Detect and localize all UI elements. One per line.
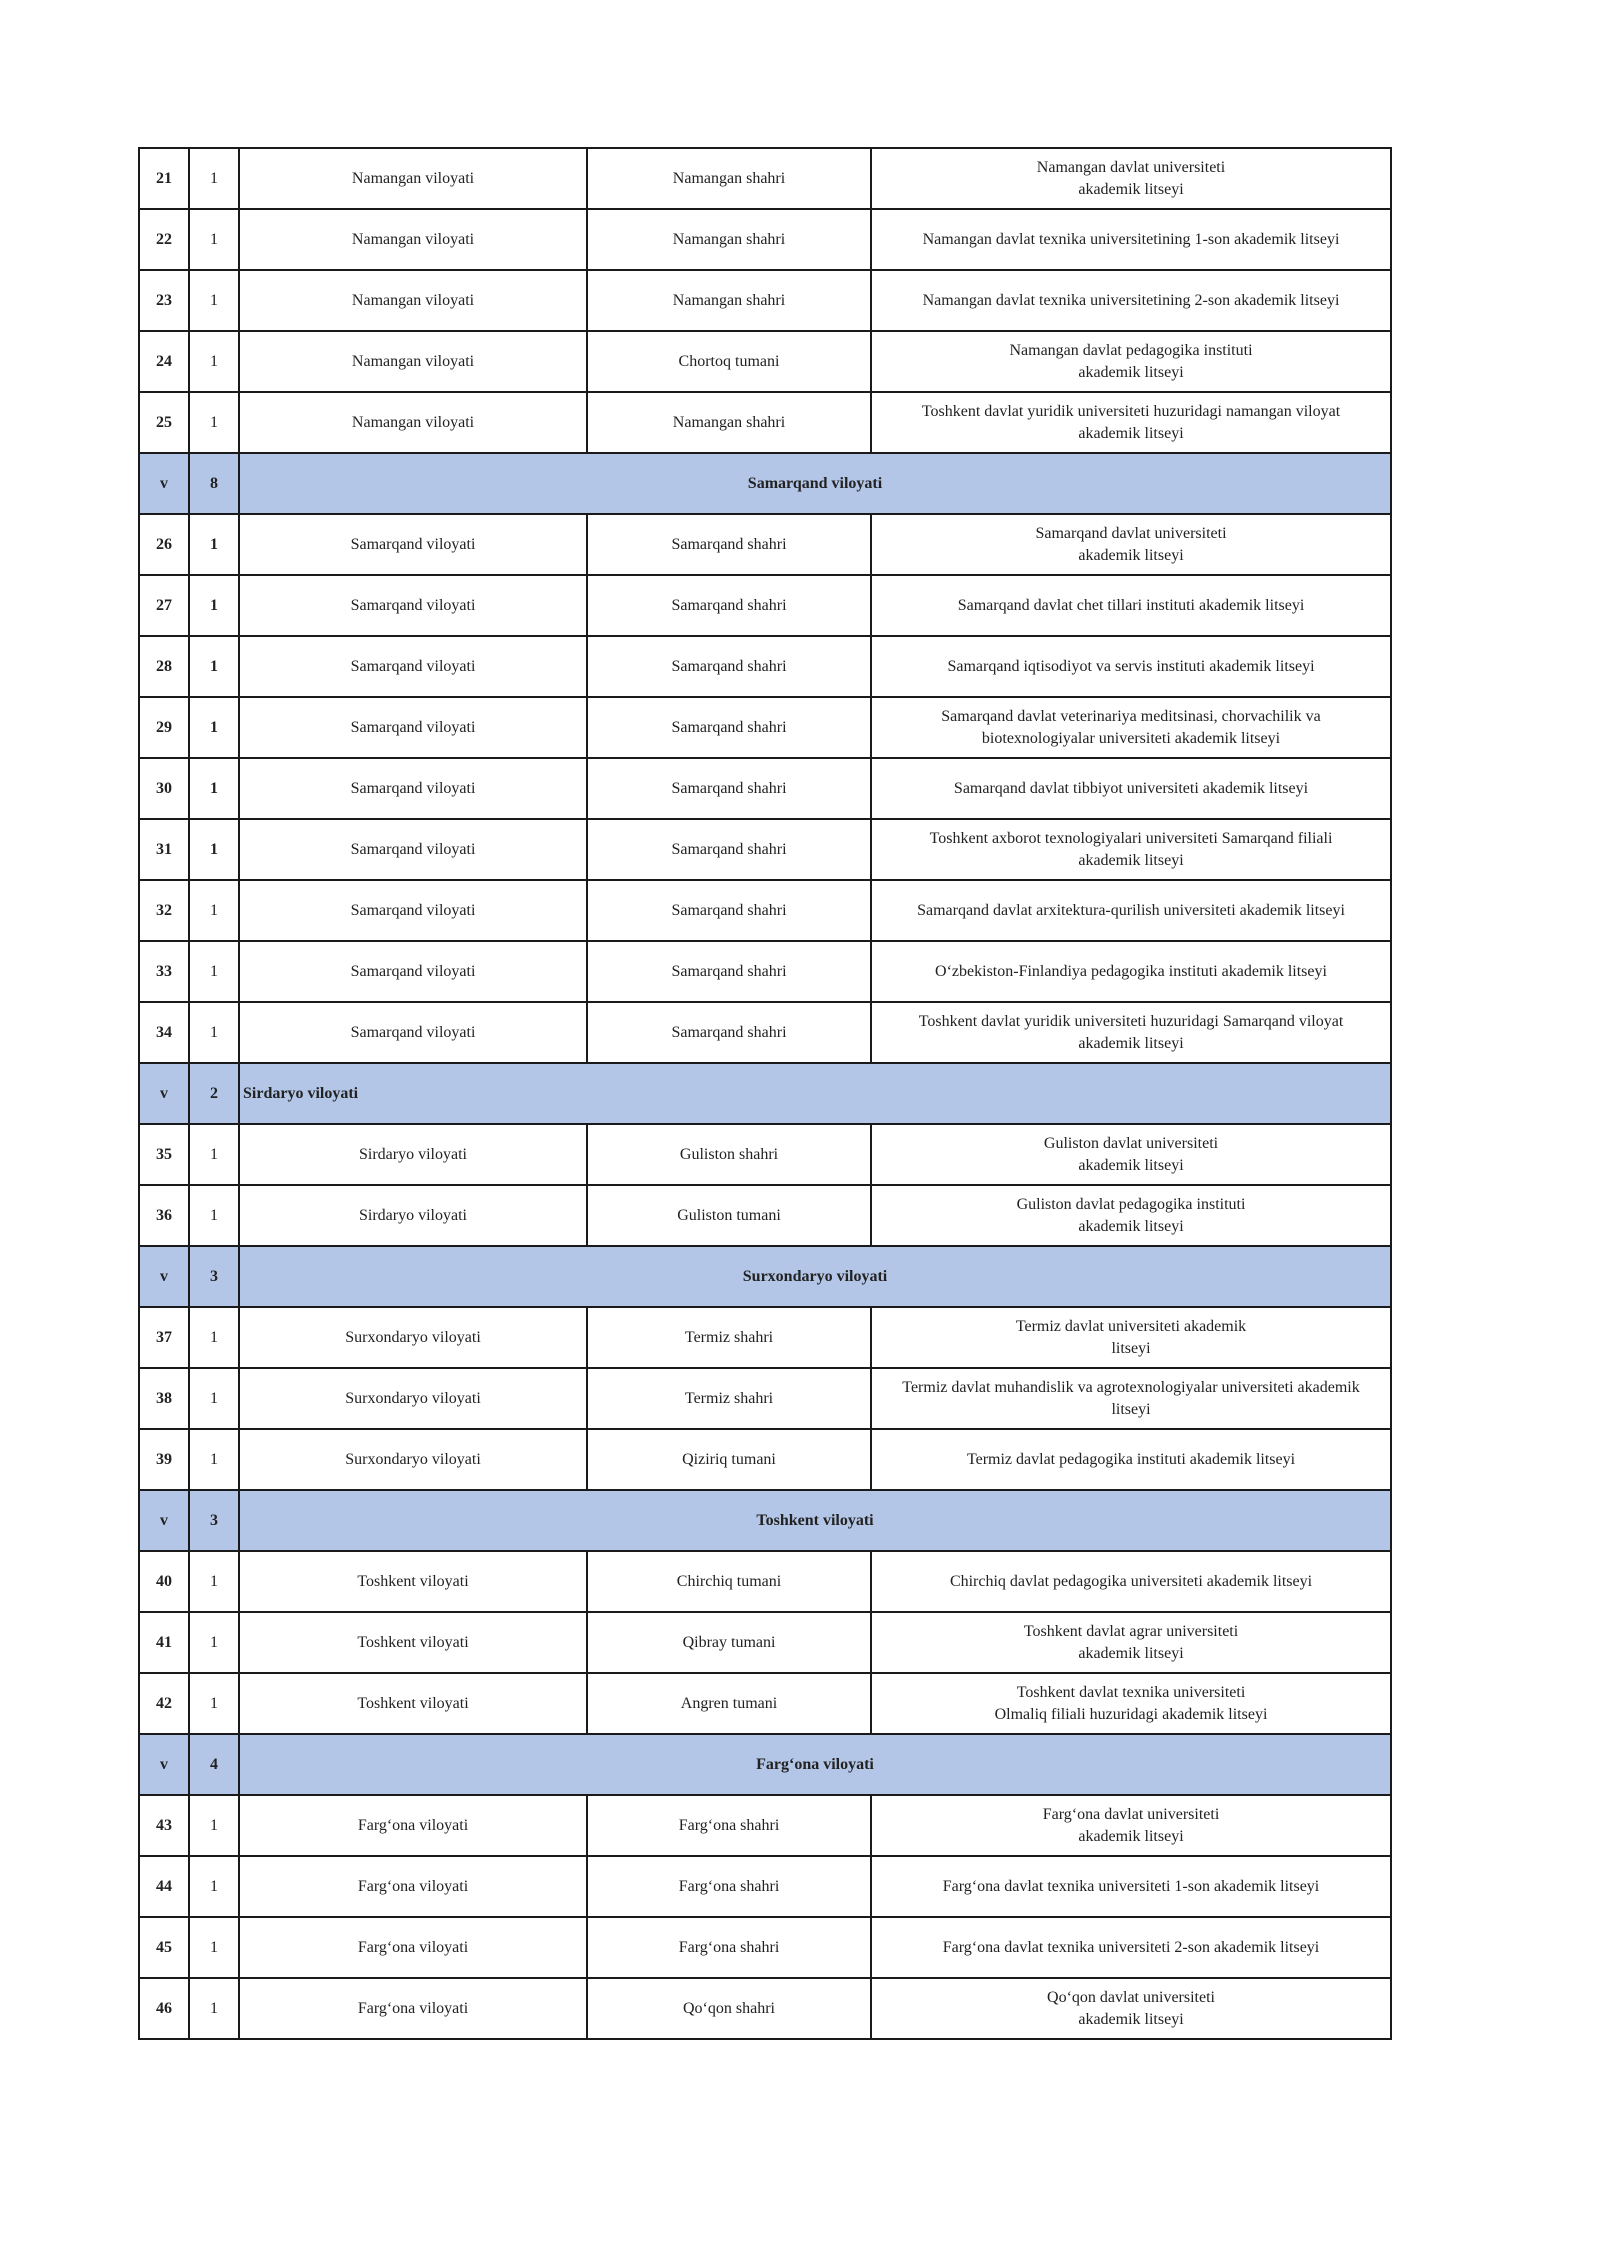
- row-number: 21: [139, 148, 189, 209]
- table-row: [139, 1978, 1391, 2039]
- row-district: Farg‘ona shahri: [587, 1856, 871, 1917]
- row-district: Samarqand shahri: [587, 1002, 871, 1063]
- row-count: 1: [189, 575, 239, 636]
- row-region: Samarqand viloyati: [239, 575, 587, 636]
- row-count: 1: [189, 758, 239, 819]
- row-district: Samarqand shahri: [587, 758, 871, 819]
- table-row: [139, 209, 1391, 270]
- region-title: Surxondaryo viloyati: [239, 1246, 1391, 1307]
- row-count: 1: [189, 148, 239, 209]
- row-region: Namangan viloyati: [239, 209, 587, 270]
- row-school-name: Termiz davlat universiteti akademik litseyi: [871, 1307, 1391, 1368]
- row-number: 23: [139, 270, 189, 331]
- row-region: Samarqand viloyati: [239, 880, 587, 941]
- row-number: 34: [139, 1002, 189, 1063]
- row-count: 1: [189, 636, 239, 697]
- region-title: Sirdaryo viloyati: [239, 1063, 1391, 1124]
- row-count: 1: [189, 1551, 239, 1612]
- region-title: Toshkent viloyati: [239, 1490, 1391, 1551]
- row-school-name: Farg‘ona davlat texnika universiteti 1-son akademik litseyi: [871, 1856, 1391, 1917]
- row-region: Farg‘ona viloyati: [239, 1917, 587, 1978]
- region-title: Samarqand viloyati: [239, 453, 1391, 514]
- row-region: Farg‘ona viloyati: [239, 1795, 587, 1856]
- table-row: [139, 1551, 1391, 1612]
- row-count: 1: [189, 209, 239, 270]
- row-count: 1: [189, 1673, 239, 1734]
- table-row: [139, 392, 1391, 453]
- row-district: Termiz shahri: [587, 1368, 871, 1429]
- table-row: [139, 1856, 1391, 1917]
- table-row: [139, 1124, 1391, 1185]
- row-district: Guliston shahri: [587, 1124, 871, 1185]
- table-row: [139, 880, 1391, 941]
- row-district: Qibray tumani: [587, 1612, 871, 1673]
- region-header-row: [139, 453, 1391, 514]
- row-number: 36: [139, 1185, 189, 1246]
- row-district: Samarqand shahri: [587, 941, 871, 1002]
- row-school-name: Termiz davlat muhandislik va agrotexnologiyalar universiteti akademik litseyi: [871, 1368, 1391, 1429]
- row-number: 27: [139, 575, 189, 636]
- row-school-name: Samarqand davlat tibbiyot universiteti akademik litseyi: [871, 758, 1391, 819]
- region-header-row: [139, 1490, 1391, 1551]
- row-school-name: Toshkent davlat yuridik universiteti huzuridagi Samarqand viloyat akademik litseyi: [871, 1002, 1391, 1063]
- row-number: 46: [139, 1978, 189, 2039]
- row-district: Namangan shahri: [587, 148, 871, 209]
- row-number: 24: [139, 331, 189, 392]
- row-district: Farg‘ona shahri: [587, 1795, 871, 1856]
- row-region: Surxondaryo viloyati: [239, 1307, 587, 1368]
- row-region: Namangan viloyati: [239, 331, 587, 392]
- row-district: Termiz shahri: [587, 1307, 871, 1368]
- region-marker: v: [139, 1490, 189, 1551]
- row-region: Namangan viloyati: [239, 270, 587, 331]
- row-region: Namangan viloyati: [239, 148, 587, 209]
- row-number: 31: [139, 819, 189, 880]
- table-row: [139, 148, 1391, 209]
- table-row: [139, 758, 1391, 819]
- row-number: 41: [139, 1612, 189, 1673]
- region-count: 8: [189, 453, 239, 514]
- region-count: 2: [189, 1063, 239, 1124]
- row-count: 1: [189, 1002, 239, 1063]
- row-school-name: Toshkent axborot texnologiyalari universiteti Samarqand filiali akademik litseyi: [871, 819, 1391, 880]
- table-row: [139, 514, 1391, 575]
- row-district: Samarqand shahri: [587, 514, 871, 575]
- row-school-name: Samarqand davlat arxitektura-qurilish universiteti akademik litseyi: [871, 880, 1391, 941]
- row-region: Samarqand viloyati: [239, 941, 587, 1002]
- row-count: 1: [189, 514, 239, 575]
- row-count: 1: [189, 1917, 239, 1978]
- row-count: 1: [189, 1978, 239, 2039]
- region-count: 3: [189, 1246, 239, 1307]
- table-row: [139, 270, 1391, 331]
- row-district: Angren tumani: [587, 1673, 871, 1734]
- row-region: Samarqand viloyati: [239, 819, 587, 880]
- row-school-name: Samarqand davlat veterinariya meditsinasi, chorvachilik va biotexnologiyalar universiteti akademik litseyi: [871, 697, 1391, 758]
- region-marker: v: [139, 453, 189, 514]
- table-row: [139, 1673, 1391, 1734]
- region-header-row: [139, 1246, 1391, 1307]
- region-marker: v: [139, 1063, 189, 1124]
- row-district: Chirchiq tumani: [587, 1551, 871, 1612]
- row-region: Sirdaryo viloyati: [239, 1185, 587, 1246]
- row-school-name: Guliston davlat universiteti akademik litseyi: [871, 1124, 1391, 1185]
- row-school-name: Samarqand davlat universiteti akademik litseyi: [871, 514, 1391, 575]
- row-count: 1: [189, 1307, 239, 1368]
- row-number: 38: [139, 1368, 189, 1429]
- row-count: 1: [189, 392, 239, 453]
- region-count: 3: [189, 1490, 239, 1551]
- region-title: Farg‘ona viloyati: [239, 1734, 1391, 1795]
- row-region: Toshkent viloyati: [239, 1551, 587, 1612]
- row-district: Guliston tumani: [587, 1185, 871, 1246]
- row-number: 28: [139, 636, 189, 697]
- row-number: 29: [139, 697, 189, 758]
- row-district: Qo‘qon shahri: [587, 1978, 871, 2039]
- row-count: 1: [189, 1124, 239, 1185]
- row-count: 1: [189, 1185, 239, 1246]
- row-count: 1: [189, 880, 239, 941]
- row-school-name: Samarqand iqtisodiyot va servis instituti akademik litseyi: [871, 636, 1391, 697]
- row-number: 35: [139, 1124, 189, 1185]
- row-number: 43: [139, 1795, 189, 1856]
- row-number: 39: [139, 1429, 189, 1490]
- table-row: [139, 1307, 1391, 1368]
- row-school-name: Namangan davlat universiteti akademik litseyi: [871, 148, 1391, 209]
- row-number: 32: [139, 880, 189, 941]
- table-row: [139, 819, 1391, 880]
- row-count: 1: [189, 331, 239, 392]
- row-school-name: Namangan davlat pedagogika instituti akademik litseyi: [871, 331, 1391, 392]
- row-region: Samarqand viloyati: [239, 636, 587, 697]
- row-region: Farg‘ona viloyati: [239, 1856, 587, 1917]
- row-count: 1: [189, 941, 239, 1002]
- row-school-name: Toshkent davlat agrar universiteti akademik litseyi: [871, 1612, 1391, 1673]
- table-row: [139, 1612, 1391, 1673]
- row-count: 1: [189, 1612, 239, 1673]
- row-district: Samarqand shahri: [587, 880, 871, 941]
- row-region: Samarqand viloyati: [239, 697, 587, 758]
- row-school-name: Termiz davlat pedagogika instituti akademik litseyi: [871, 1429, 1391, 1490]
- row-number: 44: [139, 1856, 189, 1917]
- row-school-name: Qo‘qon davlat universiteti akademik litseyi: [871, 1978, 1391, 2039]
- row-region: Toshkent viloyati: [239, 1673, 587, 1734]
- table-row: [139, 1002, 1391, 1063]
- table-row: [139, 941, 1391, 1002]
- lyceum-table: [138, 147, 1392, 2040]
- row-number: 25: [139, 392, 189, 453]
- table-row: [139, 575, 1391, 636]
- row-district: Farg‘ona shahri: [587, 1917, 871, 1978]
- row-district: Samarqand shahri: [587, 697, 871, 758]
- table-row: [139, 697, 1391, 758]
- row-region: Farg‘ona viloyati: [239, 1978, 587, 2039]
- row-district: Chortoq tumani: [587, 331, 871, 392]
- row-region: Toshkent viloyati: [239, 1612, 587, 1673]
- table-row: [139, 1795, 1391, 1856]
- row-school-name: Farg‘ona davlat texnika universiteti 2-son akademik litseyi: [871, 1917, 1391, 1978]
- row-number: 42: [139, 1673, 189, 1734]
- row-number: 33: [139, 941, 189, 1002]
- table-row: [139, 331, 1391, 392]
- table-row: [139, 636, 1391, 697]
- row-count: 1: [189, 697, 239, 758]
- row-region: Samarqand viloyati: [239, 758, 587, 819]
- table-row: [139, 1917, 1391, 1978]
- row-count: 1: [189, 819, 239, 880]
- row-number: 22: [139, 209, 189, 270]
- row-school-name: Namangan davlat texnika universitetining 1-son akademik litseyi: [871, 209, 1391, 270]
- row-district: Qiziriq tumani: [587, 1429, 871, 1490]
- region-header-row: [139, 1063, 1391, 1124]
- row-number: 37: [139, 1307, 189, 1368]
- row-district: Samarqand shahri: [587, 636, 871, 697]
- row-count: 1: [189, 1856, 239, 1917]
- table-row: [139, 1368, 1391, 1429]
- row-school-name: Chirchiq davlat pedagogika universiteti akademik litseyi: [871, 1551, 1391, 1612]
- row-region: Surxondaryo viloyati: [239, 1368, 587, 1429]
- row-school-name: Guliston davlat pedagogika instituti akademik litseyi: [871, 1185, 1391, 1246]
- region-marker: v: [139, 1734, 189, 1795]
- table-row: [139, 1429, 1391, 1490]
- region-count: 4: [189, 1734, 239, 1795]
- row-count: 1: [189, 1795, 239, 1856]
- region-marker: v: [139, 1246, 189, 1307]
- row-school-name: Samarqand davlat chet tillari instituti akademik litseyi: [871, 575, 1391, 636]
- row-district: Samarqand shahri: [587, 819, 871, 880]
- row-region: Samarqand viloyati: [239, 514, 587, 575]
- row-district: Namangan shahri: [587, 270, 871, 331]
- row-number: 45: [139, 1917, 189, 1978]
- row-number: 26: [139, 514, 189, 575]
- row-school-name: Namangan davlat texnika universitetining 2-son akademik litseyi: [871, 270, 1391, 331]
- row-region: Surxondaryo viloyati: [239, 1429, 587, 1490]
- row-school-name: Toshkent davlat yuridik universiteti huzuridagi namangan viloyat akademik litseyi: [871, 392, 1391, 453]
- row-school-name: Farg‘ona davlat universiteti akademik litseyi: [871, 1795, 1391, 1856]
- row-school-name: O‘zbekiston-Finlandiya pedagogika instituti akademik litseyi: [871, 941, 1391, 1002]
- row-region: Sirdaryo viloyati: [239, 1124, 587, 1185]
- row-region: Samarqand viloyati: [239, 1002, 587, 1063]
- table-body: [139, 148, 1391, 2039]
- row-district: Namangan shahri: [587, 392, 871, 453]
- row-count: 1: [189, 1368, 239, 1429]
- region-header-row: [139, 1734, 1391, 1795]
- row-number: 30: [139, 758, 189, 819]
- row-district: Namangan shahri: [587, 209, 871, 270]
- row-count: 1: [189, 270, 239, 331]
- row-count: 1: [189, 1429, 239, 1490]
- row-school-name: Toshkent davlat texnika universiteti Olmaliq filiali huzuridagi akademik litseyi: [871, 1673, 1391, 1734]
- row-region: Namangan viloyati: [239, 392, 587, 453]
- row-district: Samarqand shahri: [587, 575, 871, 636]
- row-number: 40: [139, 1551, 189, 1612]
- table-row: [139, 1185, 1391, 1246]
